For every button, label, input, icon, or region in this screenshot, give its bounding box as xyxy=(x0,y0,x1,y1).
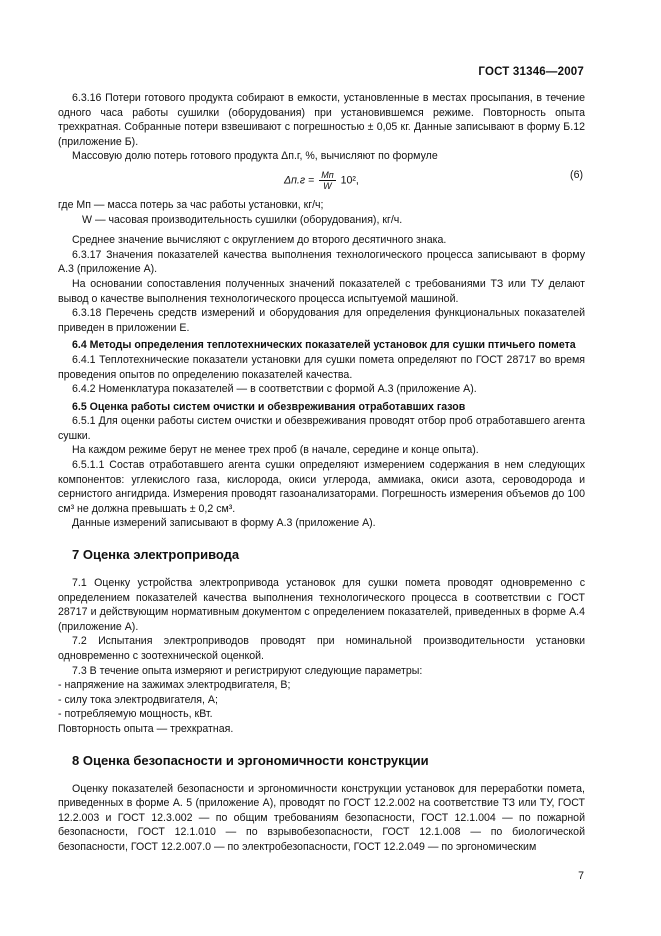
formula-number: (6) xyxy=(570,168,583,181)
section-8-heading: 8 Оценка безопасности и эргономичности конструкции xyxy=(72,752,429,768)
standard-header: ГОСТ 31346—2007 xyxy=(478,66,584,78)
paragraph-6-3-17: 6.3.17 Значения показателей качества выполнения технологического процесса записывают в форму А.3 (приложение А). xyxy=(58,248,585,276)
paragraph-data-a3: Данные измерений записывают в форму А.3 (приложение А). xyxy=(72,517,376,530)
paragraph-mass-fraction: Массовую долю потерь готового продукта Δп.г, %, вычисляют по формуле xyxy=(72,150,438,163)
paragraph-6-4-2: 6.4.2 Номенклатура показателей — в соответствии с формой А.3 (приложение А). xyxy=(72,383,477,396)
paragraph-8: Оценку показателей безопасности и эргономичности конструкции установок для переработки помета, приведенных в форме А. 5 (приложение А), проводят по ГОСТ 12.2.002 на соответствие ТЗ или ТУ, ГОСТ 12.2.003 и ГОСТ 12.3.002 — по общим требованиям безопасности, ГОСТ 12.1.004 — по пожарной безопасности, ГОСТ 12.1.010 — по взрывобезопасности, ГОСТ 12.1.008 — по биологической безопасности, ГОСТ 12.2.007.0 — по электробезопасности, ГОСТ 12.2.049 — по эргономическим xyxy=(58,782,585,853)
definition-w: W — часовая производительность сушилки (оборудования), кг/ч. xyxy=(82,213,403,226)
definition-mp: где Mп — масса потерь за час работы установки, кг/ч; xyxy=(58,198,324,211)
page-number: 7 xyxy=(578,870,584,882)
section-6-4-heading: 6.4 Методы определения теплотехнических показателей установок для сушки птичьего помета xyxy=(72,339,576,352)
paragraph-7-1: 7.1 Оценку устройства электропривода установок для сушки помета проводят одновременно с определением показателей качества выполнения технологического процесса в соответствии с ГОСТ 28717 и действующим нормативным документом с определением показателей, приведенных в форме А.4 (приложение А). xyxy=(58,577,585,633)
paragraph-7-3: 7.3 В течение опыта измеряют и регистрируют следующие параметры: xyxy=(72,664,423,677)
paragraph-comparison: На основании сопоставления полученных значений показателей с требованиями ТЗ или ТУ делают вывод о качестве выполнения технологического процесса испытуемой машиной. xyxy=(58,277,585,305)
paragraph-6-5-1: 6.5.1 Для оценки работы систем очистки и обезвреживания проводят отбор проб отработавшего агента сушки. xyxy=(58,415,585,442)
formula-6 xyxy=(58,166,585,196)
formula-fraction xyxy=(319,170,335,191)
paragraph-average: Среднее значение вычисляют с округлением до второго десятичного знака. xyxy=(72,234,447,247)
section-7-heading: 7 Оценка электропривода xyxy=(72,547,240,563)
paragraph-7-2: 7.2 Испытания электроприводов проводят при номинальной производительности установки одновременно с зоотехнической оценкой. xyxy=(58,635,585,662)
param-current: - силу тока электродвигателя, А; xyxy=(58,693,218,706)
param-voltage: - напряжение на зажимах электродвигателя, В; xyxy=(58,679,291,692)
formula-lhs: Δп.г = xyxy=(284,174,315,187)
formula-expression xyxy=(284,170,359,191)
page-content xyxy=(58,91,585,855)
section-6-5-heading: 6.5 Оценка работы систем очистки и обезвреживания отработавших газов xyxy=(72,400,466,413)
paragraph-6-5-1-1: 6.5.1.1 Состав отработавшего агента сушки определяют измерением содержания в нем следующих компонентов: углекислого газа, кислорода, окиси углерода, аммиака, окиси азота, сероводорода и сернистого ангидрида. Измерения проводят газоанализаторами. Погрешность измерения объемов до 100 см³ не должна превышать ± 0,2 см³. xyxy=(58,459,585,515)
paragraph-6-4-1: 6.4.1 Теплотехнические показатели установки для сушки помета определяют по ГОСТ 28717 во время проведения опытов по определению показателей качества. xyxy=(58,353,585,381)
formula-rhs: 10², xyxy=(340,174,359,187)
formula-numerator: Mп xyxy=(321,169,334,180)
paragraph-samples: На каждом режиме берут не менее трех проб (в начале, середине и конце опыта). xyxy=(72,444,479,457)
param-power: - потребляемую мощность, кВт. xyxy=(58,708,213,721)
paragraph-6-3-16: 6.3.16 Потери готового продукта собирают в емкости, установленные в местах просыпания, в течение одного часа работы сушилки (оборудования) при установившемся режиме. Повторность опыта трехкратная. Собранные потери взвешивают с погрешностью ± 0,05 кг. Данные записывают в форму Б.12 (приложение Б). xyxy=(58,92,585,148)
paragraph-repeat: Повторность опыта — трехкратная. xyxy=(58,722,234,735)
paragraph-6-3-18: 6.3.18 Перечень средств измерений и оборудования для определения функциональных показателей приведен в приложении Е. xyxy=(58,307,585,334)
formula-denominator: W xyxy=(323,180,332,191)
